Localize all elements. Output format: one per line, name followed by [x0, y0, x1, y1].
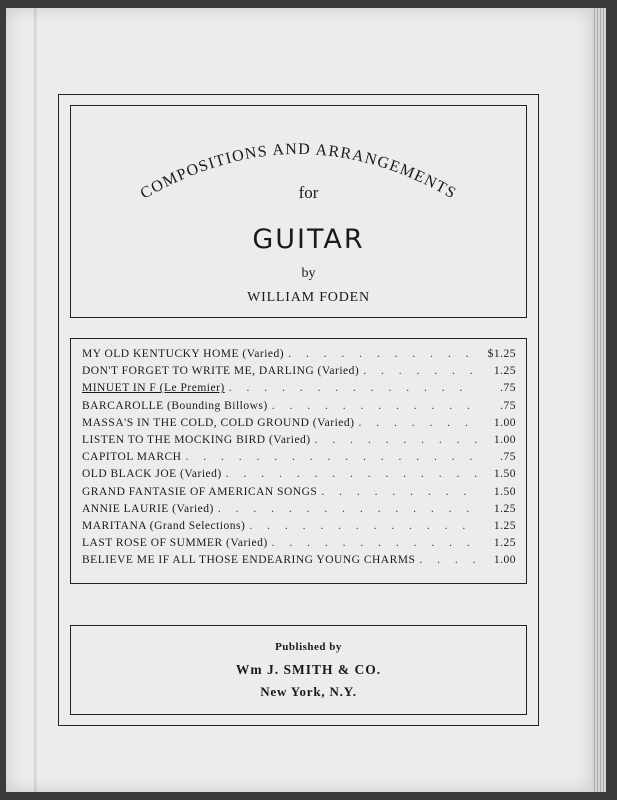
composition-title: GRAND FANTASIE OF AMERICAN SONGS — [82, 485, 318, 498]
dot-leader — [363, 365, 478, 377]
dot-leader — [419, 554, 478, 566]
composition-title: BELIEVE ME IF ALL THOSE ENDEARING YOUNG CHARMS — [82, 554, 416, 567]
composition-price: 1.25 — [493, 502, 516, 515]
composition-title: MINUET IN F (Le Premier) — [82, 382, 225, 395]
list-item — [82, 434, 516, 451]
dot-leader — [218, 503, 478, 515]
arc-heading-text: COMPOSITIONS AND ARRANGEMENTS — [137, 140, 460, 203]
composition-price: 1.25 — [493, 537, 516, 550]
composition-price: 1.50 — [493, 468, 516, 481]
author-name: WILLIAM FODEN — [247, 290, 370, 305]
dot-leader — [185, 451, 478, 463]
list-item — [82, 503, 516, 520]
composition-price: 1.00 — [493, 416, 516, 429]
composition-title: DON'T FORGET TO WRITE ME, DARLING (Varied) — [82, 365, 360, 378]
composition-title: LISTEN TO THE MOCKING BIRD (Varied) — [82, 433, 311, 446]
list-item — [82, 451, 516, 468]
composition-price: .75 — [500, 382, 516, 395]
dot-leader — [272, 400, 478, 412]
list-item — [82, 554, 516, 571]
dot-leader — [249, 520, 478, 532]
list-item — [82, 365, 516, 382]
published-by-label: Published by — [275, 641, 342, 653]
list-item — [82, 537, 516, 554]
list-item — [82, 400, 516, 417]
dot-leader — [288, 348, 478, 360]
publisher-location: New York, N.Y. — [260, 684, 357, 699]
dot-leader — [272, 537, 478, 549]
publisher-name: Wm J. SMITH & CO. — [235, 662, 382, 677]
list-item — [82, 382, 516, 399]
composition-price: 1.25 — [493, 365, 516, 378]
composition-title: MASSA'S IN THE COLD, COLD GROUND (Varied) — [82, 416, 355, 429]
list-item — [82, 468, 516, 485]
composition-price: .75 — [500, 451, 516, 464]
for-word: for — [298, 183, 319, 202]
by-word: by — [301, 266, 316, 281]
instrument-title: GUITAR — [252, 224, 365, 255]
dot-leader — [315, 434, 478, 446]
list-item — [82, 348, 516, 365]
list-item — [82, 486, 516, 503]
composition-price: $1.25 — [487, 348, 516, 360]
composition-title: MARITANA (Grand Selections) — [82, 519, 246, 532]
composition-title: MY OLD KENTUCKY HOME (Varied) — [82, 348, 285, 360]
dot-leader — [226, 468, 478, 480]
composition-price: .75 — [500, 399, 516, 412]
composition-price: 1.50 — [493, 485, 516, 498]
composition-price: 1.00 — [493, 433, 516, 446]
composition-price: 1.00 — [493, 554, 516, 567]
dot-leader — [358, 417, 478, 429]
dot-leader — [229, 382, 478, 394]
composition-title: BARCAROLLE (Bounding Billows) — [82, 399, 268, 412]
list-item — [82, 417, 516, 434]
composition-price: 1.25 — [493, 519, 516, 532]
list-item — [82, 520, 516, 537]
dot-leader — [321, 486, 478, 498]
composition-title: OLD BLACK JOE (Varied) — [82, 468, 222, 481]
composition-title: LAST ROSE OF SUMMER (Varied) — [82, 537, 268, 550]
composition-title: CAPITOL MARCH — [82, 451, 182, 464]
compositions-list — [82, 348, 516, 571]
composition-title: ANNIE LAURIE (Varied) — [82, 502, 214, 515]
